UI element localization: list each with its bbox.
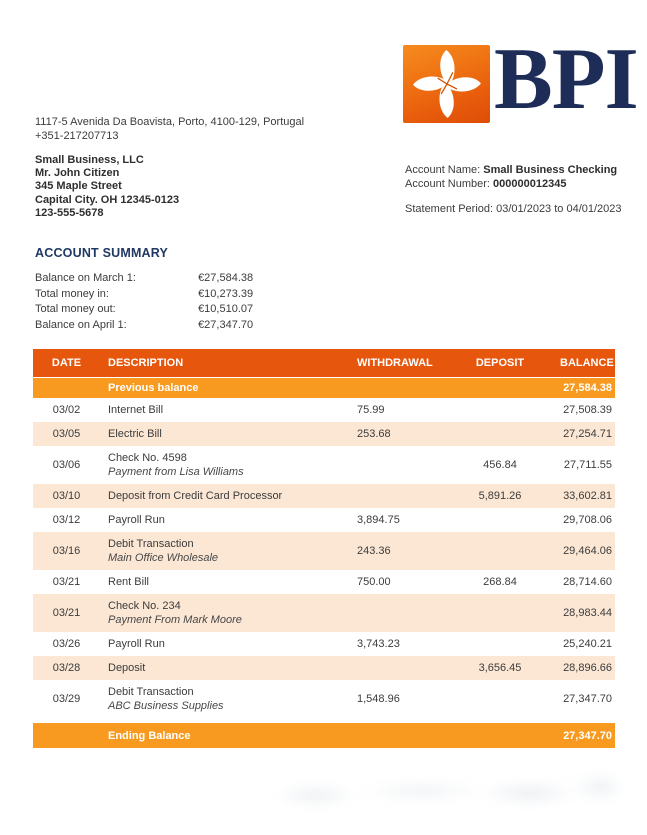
- summary-label: Total money in:: [35, 287, 109, 300]
- cell-balance: 28,983.44: [563, 607, 612, 619]
- col-header-balance: BALANCE: [560, 357, 614, 369]
- cell-balance: 27,711.55: [563, 459, 612, 471]
- cell-deposit: 3,656.45: [478, 662, 522, 674]
- previous-balance-value: 27,584.38: [563, 382, 612, 394]
- table-row: [33, 508, 615, 532]
- table-row: [33, 446, 615, 484]
- table-row: [33, 398, 615, 422]
- previous-balance-label: Previous balance: [108, 382, 199, 394]
- description-note: ABC Business Supplies: [108, 700, 224, 712]
- col-header-deposit: DEPOSIT: [475, 357, 525, 369]
- customer-phone: 123-555-5678: [35, 206, 104, 219]
- cell-description: [100, 637, 350, 651]
- summary-row: [35, 287, 253, 303]
- cell-withdrawal: 253.68: [357, 428, 391, 440]
- cell-description: [100, 575, 350, 589]
- cell-date: 03/16: [52, 545, 81, 557]
- table-row: [33, 680, 615, 718]
- ending-balance-row: [33, 723, 615, 748]
- description-note: Main Office Wholesale: [108, 552, 219, 564]
- cell-date: 03/21: [52, 576, 81, 588]
- summary-value: €27,347.70: [198, 318, 254, 331]
- cell-deposit: 5,891.26: [478, 490, 522, 502]
- bank-address: [35, 116, 304, 143]
- description-text: Deposit: [108, 662, 146, 674]
- cell-date: 03/05: [52, 428, 81, 440]
- account-summary: [35, 246, 253, 333]
- customer-city: Capital City. OH 12345-0123: [35, 193, 180, 206]
- summary-label: Balance on March 1:: [35, 272, 136, 284]
- description-note: Payment from Lisa Williams: [108, 466, 244, 478]
- description-text: Payroll Run: [108, 514, 165, 526]
- customer-company: Small Business, LLC: [35, 154, 144, 166]
- table-row: [33, 632, 615, 656]
- summary-label: Total money out:: [35, 303, 116, 315]
- account-info: [405, 164, 622, 217]
- description-text: Rent Bill: [108, 576, 149, 588]
- table-row: [33, 422, 615, 446]
- cell-withdrawal: 3,894.75: [357, 514, 400, 526]
- transaction-rows: [33, 398, 615, 718]
- description-text: Debit Transaction: [108, 686, 194, 698]
- cell-balance: 25,240.21: [563, 638, 612, 650]
- account-number-label: Account Number:: [405, 177, 490, 190]
- cell-date: 03/02: [52, 404, 81, 416]
- account-number-line: [405, 178, 622, 192]
- bpi-logo-text: BPI: [494, 31, 638, 128]
- customer-street: 345 Maple Street: [35, 180, 122, 193]
- cell-withdrawal: 3,743.23: [357, 638, 400, 650]
- statement-period-line: [405, 203, 622, 217]
- cell-balance: 28,896.66: [563, 662, 612, 674]
- cell-deposit: 268.84: [483, 576, 517, 588]
- cell-balance: 27,254.71: [563, 428, 612, 440]
- summary-row: [35, 318, 253, 334]
- summary-value: €10,510.07: [198, 303, 254, 315]
- bank-phone: +351-217207713: [35, 129, 119, 142]
- cell-date: 03/21: [52, 607, 81, 619]
- cell-date: 03/06: [52, 459, 81, 471]
- account-summary-title: ACCOUNT SUMMARY: [35, 246, 169, 260]
- col-header-date: DATE: [51, 357, 82, 369]
- cell-deposit: 456.84: [483, 459, 517, 471]
- cell-withdrawal: 243.36: [357, 545, 391, 557]
- account-name-label: Account Name:: [405, 164, 481, 176]
- table-header-row: [33, 349, 615, 377]
- cell-description: [100, 599, 350, 627]
- description-text: Electric Bill: [108, 428, 162, 440]
- ending-balance-label: Ending Balance: [108, 729, 191, 742]
- ending-balance-value: 27,347.70: [563, 729, 612, 742]
- description-text: Deposit from Credit Card Processor: [108, 490, 283, 502]
- cell-description: [100, 489, 350, 503]
- summary-row: [35, 271, 253, 287]
- cell-description: [100, 685, 350, 713]
- cell-description: [100, 513, 350, 527]
- description-text: Check No. 4598: [108, 452, 187, 464]
- bpi-logo-square: [403, 45, 490, 123]
- cell-balance: 27,347.70: [563, 693, 612, 705]
- statement-period-value: 03/01/2023 to 04/01/2023: [496, 203, 622, 215]
- description-text: Payroll Run: [108, 638, 165, 650]
- statement-period-label: Statement Period:: [405, 203, 494, 215]
- cell-date: 03/12: [52, 514, 81, 526]
- account-summary-rows: [35, 271, 253, 333]
- cell-balance: 28,714.60: [563, 576, 612, 588]
- table-row: [33, 570, 615, 594]
- table-row: [33, 656, 615, 680]
- account-name-line: [405, 164, 622, 178]
- description-text: Debit Transaction: [108, 538, 194, 550]
- table-row: [33, 484, 615, 508]
- transactions-table: [33, 349, 615, 748]
- cell-withdrawal: 75.99: [357, 404, 385, 416]
- cell-balance: 29,708.06: [563, 514, 612, 526]
- cell-date: 03/28: [52, 662, 81, 674]
- table-row: [33, 532, 615, 570]
- summary-label: Balance on April 1:: [35, 318, 127, 331]
- table-row: [33, 594, 615, 632]
- cell-withdrawal: 1,548.96: [357, 693, 400, 705]
- cell-date: 03/26: [52, 638, 81, 650]
- description-text: Check No. 234: [108, 600, 181, 612]
- account-name-value: Small Business Checking: [483, 164, 618, 176]
- cell-description: [100, 403, 350, 417]
- customer-address: [35, 154, 179, 220]
- cell-date: 03/29: [52, 693, 81, 705]
- bpi-flower-icon: [411, 50, 483, 118]
- previous-balance-row: [33, 378, 615, 398]
- col-header-withdrawal: WITHDRAWAL: [357, 357, 433, 369]
- cell-withdrawal: 750.00: [357, 576, 391, 588]
- cell-description: [100, 451, 350, 479]
- cell-date: 03/10: [52, 490, 81, 502]
- customer-name: Mr. John Citizen: [35, 167, 120, 180]
- description-note: Payment From Mark Moore: [108, 614, 242, 626]
- cell-description: [100, 427, 350, 441]
- col-header-description: DESCRIPTION: [108, 357, 184, 369]
- summary-row: [35, 302, 253, 318]
- bank-address-line: 1117-5 Avenida Da Boavista, Porto, 4100-129, Portugal: [35, 116, 305, 128]
- cell-balance: 29,464.06: [563, 545, 612, 557]
- watermark-smudge: [262, 770, 618, 812]
- cell-balance: 33,602.81: [563, 490, 612, 502]
- summary-value: €10,273.39: [198, 287, 254, 300]
- cell-description: [100, 537, 350, 565]
- account-number-value: 000000012345: [493, 177, 567, 190]
- description-text: Internet Bill: [108, 404, 164, 416]
- cell-description: [100, 661, 350, 675]
- cell-balance: 27,508.39: [563, 404, 612, 416]
- summary-value: €27,584.38: [198, 272, 254, 284]
